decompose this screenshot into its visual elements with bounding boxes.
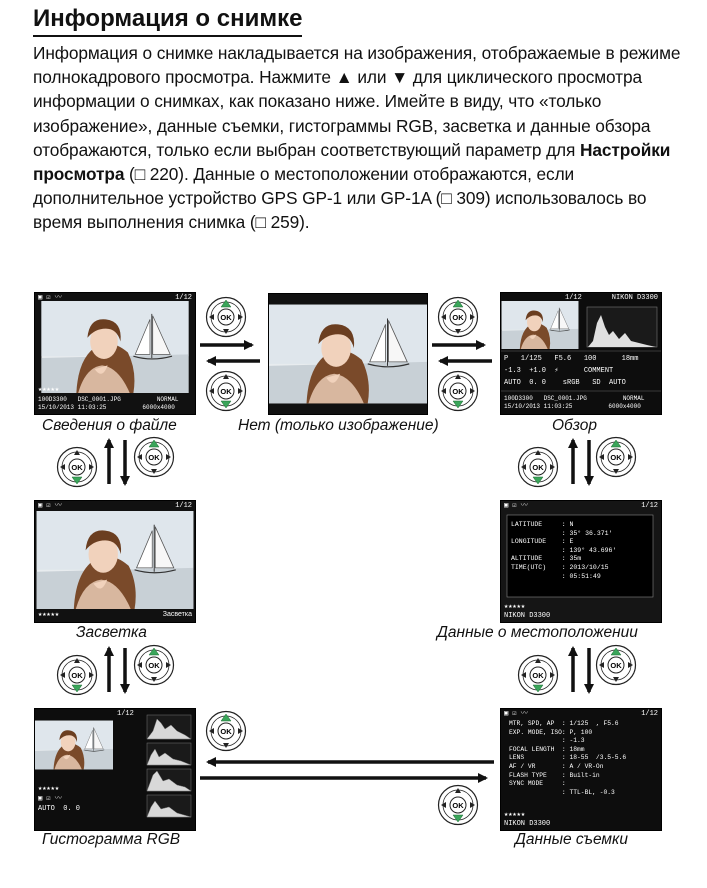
- overview-row-3: AUTO 0. 0 sRGB SD AUTO: [504, 379, 626, 387]
- caption-file-info: Сведения о файле: [42, 417, 177, 434]
- multi-selector-down-icon: [437, 370, 479, 412]
- frame-counter: 1/12: [641, 502, 658, 510]
- caption-overview: Обзор: [552, 417, 598, 434]
- rating-stars: ★★★★★: [504, 811, 526, 819]
- rating-stars: ★★★★★: [38, 611, 60, 619]
- intro-text-2: (□ 220). Данные о местоположении отображаются, если дополнительное устройство GPS GP-1 или GP-1A (□ 309) использовалось во время выполнения снимка (□ 259).: [33, 164, 647, 233]
- multi-selector-up-icon: [205, 296, 247, 338]
- multi-selector-down-icon: [56, 654, 98, 696]
- frame-counter: 1/12: [117, 710, 134, 718]
- multi-selector-up-icon: [133, 644, 175, 686]
- caption-shooting: Данные съемки: [515, 831, 628, 848]
- protect-icons: ▣ ☑ 〰: [504, 502, 528, 510]
- highlights-label: Засветка: [162, 611, 192, 618]
- screen-shooting-data: [500, 708, 662, 831]
- multi-selector-up-icon: [205, 710, 247, 752]
- caption-rgb: Гистограмма RGB: [42, 831, 181, 848]
- multi-selector-down-icon: [437, 784, 479, 826]
- screen-highlights: [34, 500, 196, 623]
- frame-counter: 1/12: [565, 294, 582, 302]
- caption-image-only: Нет (только изображение): [238, 417, 439, 434]
- protect-icons: ▣ ☑ 〰: [504, 710, 528, 718]
- multi-selector-down-icon: [56, 446, 98, 488]
- file-line-2: 15/10/2013 11:03:25 6000x4000: [504, 403, 641, 410]
- intro-paragraph: [33, 41, 693, 235]
- gps-data: LATITUDE : N : 35° 36.371' LONGITUDE : E : 139° 43.696' ALTITUDE : 35m TIME(UTC) : 2013/10/15 : 05:51:49: [511, 521, 617, 580]
- multi-selector-down-icon: [517, 654, 559, 696]
- page-title: Информация о снимке: [33, 4, 302, 37]
- shooting-info: MTR, SPD, AP : 1/125 , F5.6 EXP. MODE, ISO: P, 100 : -1.3 FOCAL LENGTH : 18mm LENS : 18-55 /3.5-5.6 AF / VR : A / VR-On FLASH TYPE : Built-in SYNC MODE : : TTL-BL, -0.3: [509, 720, 627, 796]
- multi-selector-up-icon: [595, 436, 637, 478]
- intro-text-1: Информация о снимке накладывается на изображения, отображаемые в режиме полнокадрового просмотра. Нажмите ▲ или ▼ для циклического просмотра информации о снимках, как показано ниже. Имейте в виду, что «только изображение», данные съемки, гистограммы RGB, засветка и данные обзора отображаются, только если выбран соответствующий параметр для: [33, 43, 681, 160]
- rating-stars: ★★★★★: [38, 785, 60, 793]
- screen-overview: [500, 292, 662, 415]
- screen-location: [500, 500, 662, 623]
- file-line-2: 15/10/2013 11:03:25 6000x4000: [38, 404, 175, 411]
- multi-selector-up-icon: [133, 436, 175, 478]
- rating-stars: ★★★★★: [504, 603, 526, 611]
- screen-image-only: [268, 293, 428, 415]
- caption-highlights: Засветка: [76, 624, 147, 641]
- frame-counter: 1/12: [175, 294, 192, 302]
- protect-icons: ▣ ☑ 〰: [38, 795, 62, 803]
- file-line-1: 100D3300 DSC_0001.JPG NORMAL: [38, 396, 179, 403]
- multi-selector-up-icon: [437, 296, 479, 338]
- photo-full: [269, 294, 427, 414]
- frame-counter: 1/12: [641, 710, 658, 718]
- protect-icons: ▣ ☑ 〰: [38, 502, 62, 510]
- wb-value: AUTO 0. 0: [38, 805, 81, 813]
- overview-row-2: -1.3 +1.0 ⚡ COMMENT: [504, 367, 614, 375]
- multi-selector-up-icon: [595, 644, 637, 686]
- screen-rgb-histogram: [34, 708, 196, 831]
- intro-bold-link: Настройки просмотра: [33, 139, 671, 185]
- photo-highlights: [35, 501, 195, 622]
- caption-location: Данные о местоположении: [437, 624, 638, 641]
- multi-selector-down-icon: [517, 446, 559, 488]
- overview-row-1: P 1/125 F5.6 100 18mm: [504, 355, 639, 363]
- camera-model: NIKON D3300: [504, 820, 551, 828]
- camera-model: NIKON D3300: [611, 294, 658, 302]
- file-line-1: 100D3300 DSC_0001.JPG NORMAL: [504, 395, 645, 402]
- protect-icons: ▣ ☑ 〰: [38, 294, 62, 302]
- screen-file-info: [34, 292, 196, 415]
- camera-model: NIKON D3300: [504, 612, 551, 620]
- frame-counter: 1/12: [175, 502, 192, 510]
- multi-selector-down-icon: [205, 370, 247, 412]
- rating-stars: ★★★★★: [38, 386, 60, 394]
